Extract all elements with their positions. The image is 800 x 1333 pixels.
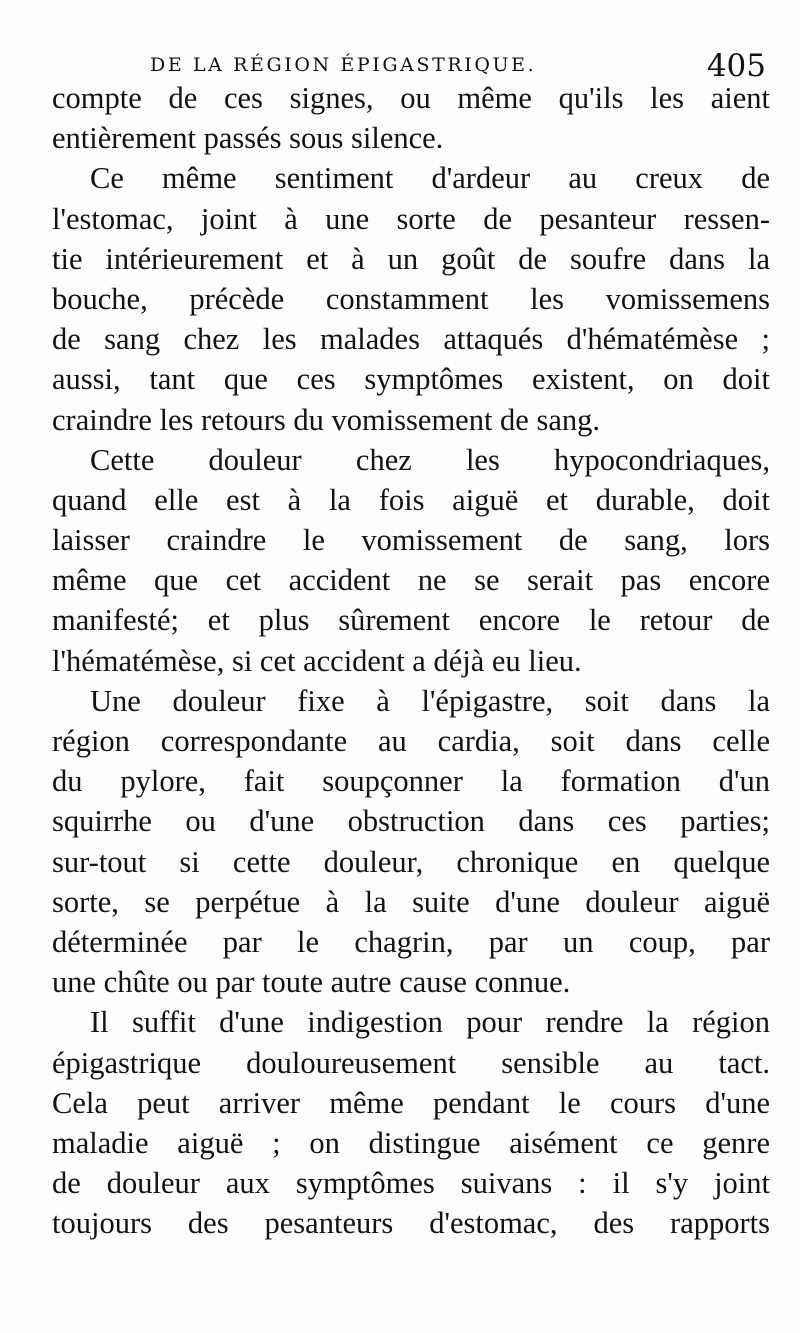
text-line: l'hématémèse, si cet accident a déjà eu lieu. (52, 643, 582, 678)
running-title: DE LA RÉGION ÉPIGASTRIQUE. (150, 54, 537, 76)
text-line: épigastrique douloureusement sensible au tact. (52, 1045, 770, 1080)
text-line: maladie aiguë ; on distingue aisément ce genre (52, 1125, 770, 1160)
text-line: craindre les retours du vomissement de sang. (52, 402, 601, 437)
text-line: entièrement passés sous silence. (52, 121, 444, 156)
text-line: laisser craindre le vomissement de sang, lors (52, 523, 770, 558)
text-line: manifesté; et plus sûrement encore le retour de (52, 603, 770, 638)
text-line: quand elle est à la fois aiguë et durable, doit (52, 482, 770, 517)
text-line: déterminée par le chagrin, par un coup, par (52, 924, 770, 959)
paragraph-first-line: Une douleur fixe à l'épigastre, soit dans la (90, 683, 770, 718)
text-line: même que cet accident ne se serait pas encore (52, 563, 770, 598)
text-line: bouche, précède constamment les vomissemens (52, 281, 770, 316)
paragraph-first-line: Il suffit d'une indigestion pour rendre la région (90, 1005, 770, 1040)
text-line: de sang chez les malades attaqués d'hématémèse ; (52, 322, 770, 357)
text-line: squirrhe ou d'une obstruction dans ces parties; (52, 804, 770, 839)
text-line: aussi, tant que ces symptômes existent, on doit (52, 362, 770, 397)
paragraph-first-line: Ce même sentiment d'ardeur au creux de (90, 161, 770, 196)
text-line: région correspondante au cardia, soit dans celle (52, 724, 770, 758)
page-number: 405 (706, 48, 766, 84)
text-line: sorte, se perpétue à la suite d'une douleur aiguë (52, 884, 770, 919)
text-line: toujours des pesanteurs d'estomac, des rapports (52, 1206, 770, 1241)
paragraph-first-line: Cette douleur chez les hypocondriaques, (90, 442, 770, 477)
text-line: compte de ces signes, ou même qu'ils les aient (52, 81, 770, 115)
body-text (52, 78, 770, 1243)
text-line: tie intérieurement et à un goût de soufre dans la (52, 241, 770, 276)
text-line: de douleur aux symptômes suivans : il s'y joint (52, 1166, 770, 1201)
text-line: du pylore, fait soupçonner la formation d'un (52, 764, 770, 799)
text-line: une chûte ou par toute autre cause connue. (52, 965, 571, 1000)
text-line: sur-tout si cette douleur, chronique en quelque (52, 844, 770, 879)
text-line: Cela peut arriver même pendant le cours d'une (52, 1085, 770, 1120)
text-line: l'estomac, joint à une sorte de pesanteur ressen- (52, 201, 770, 236)
